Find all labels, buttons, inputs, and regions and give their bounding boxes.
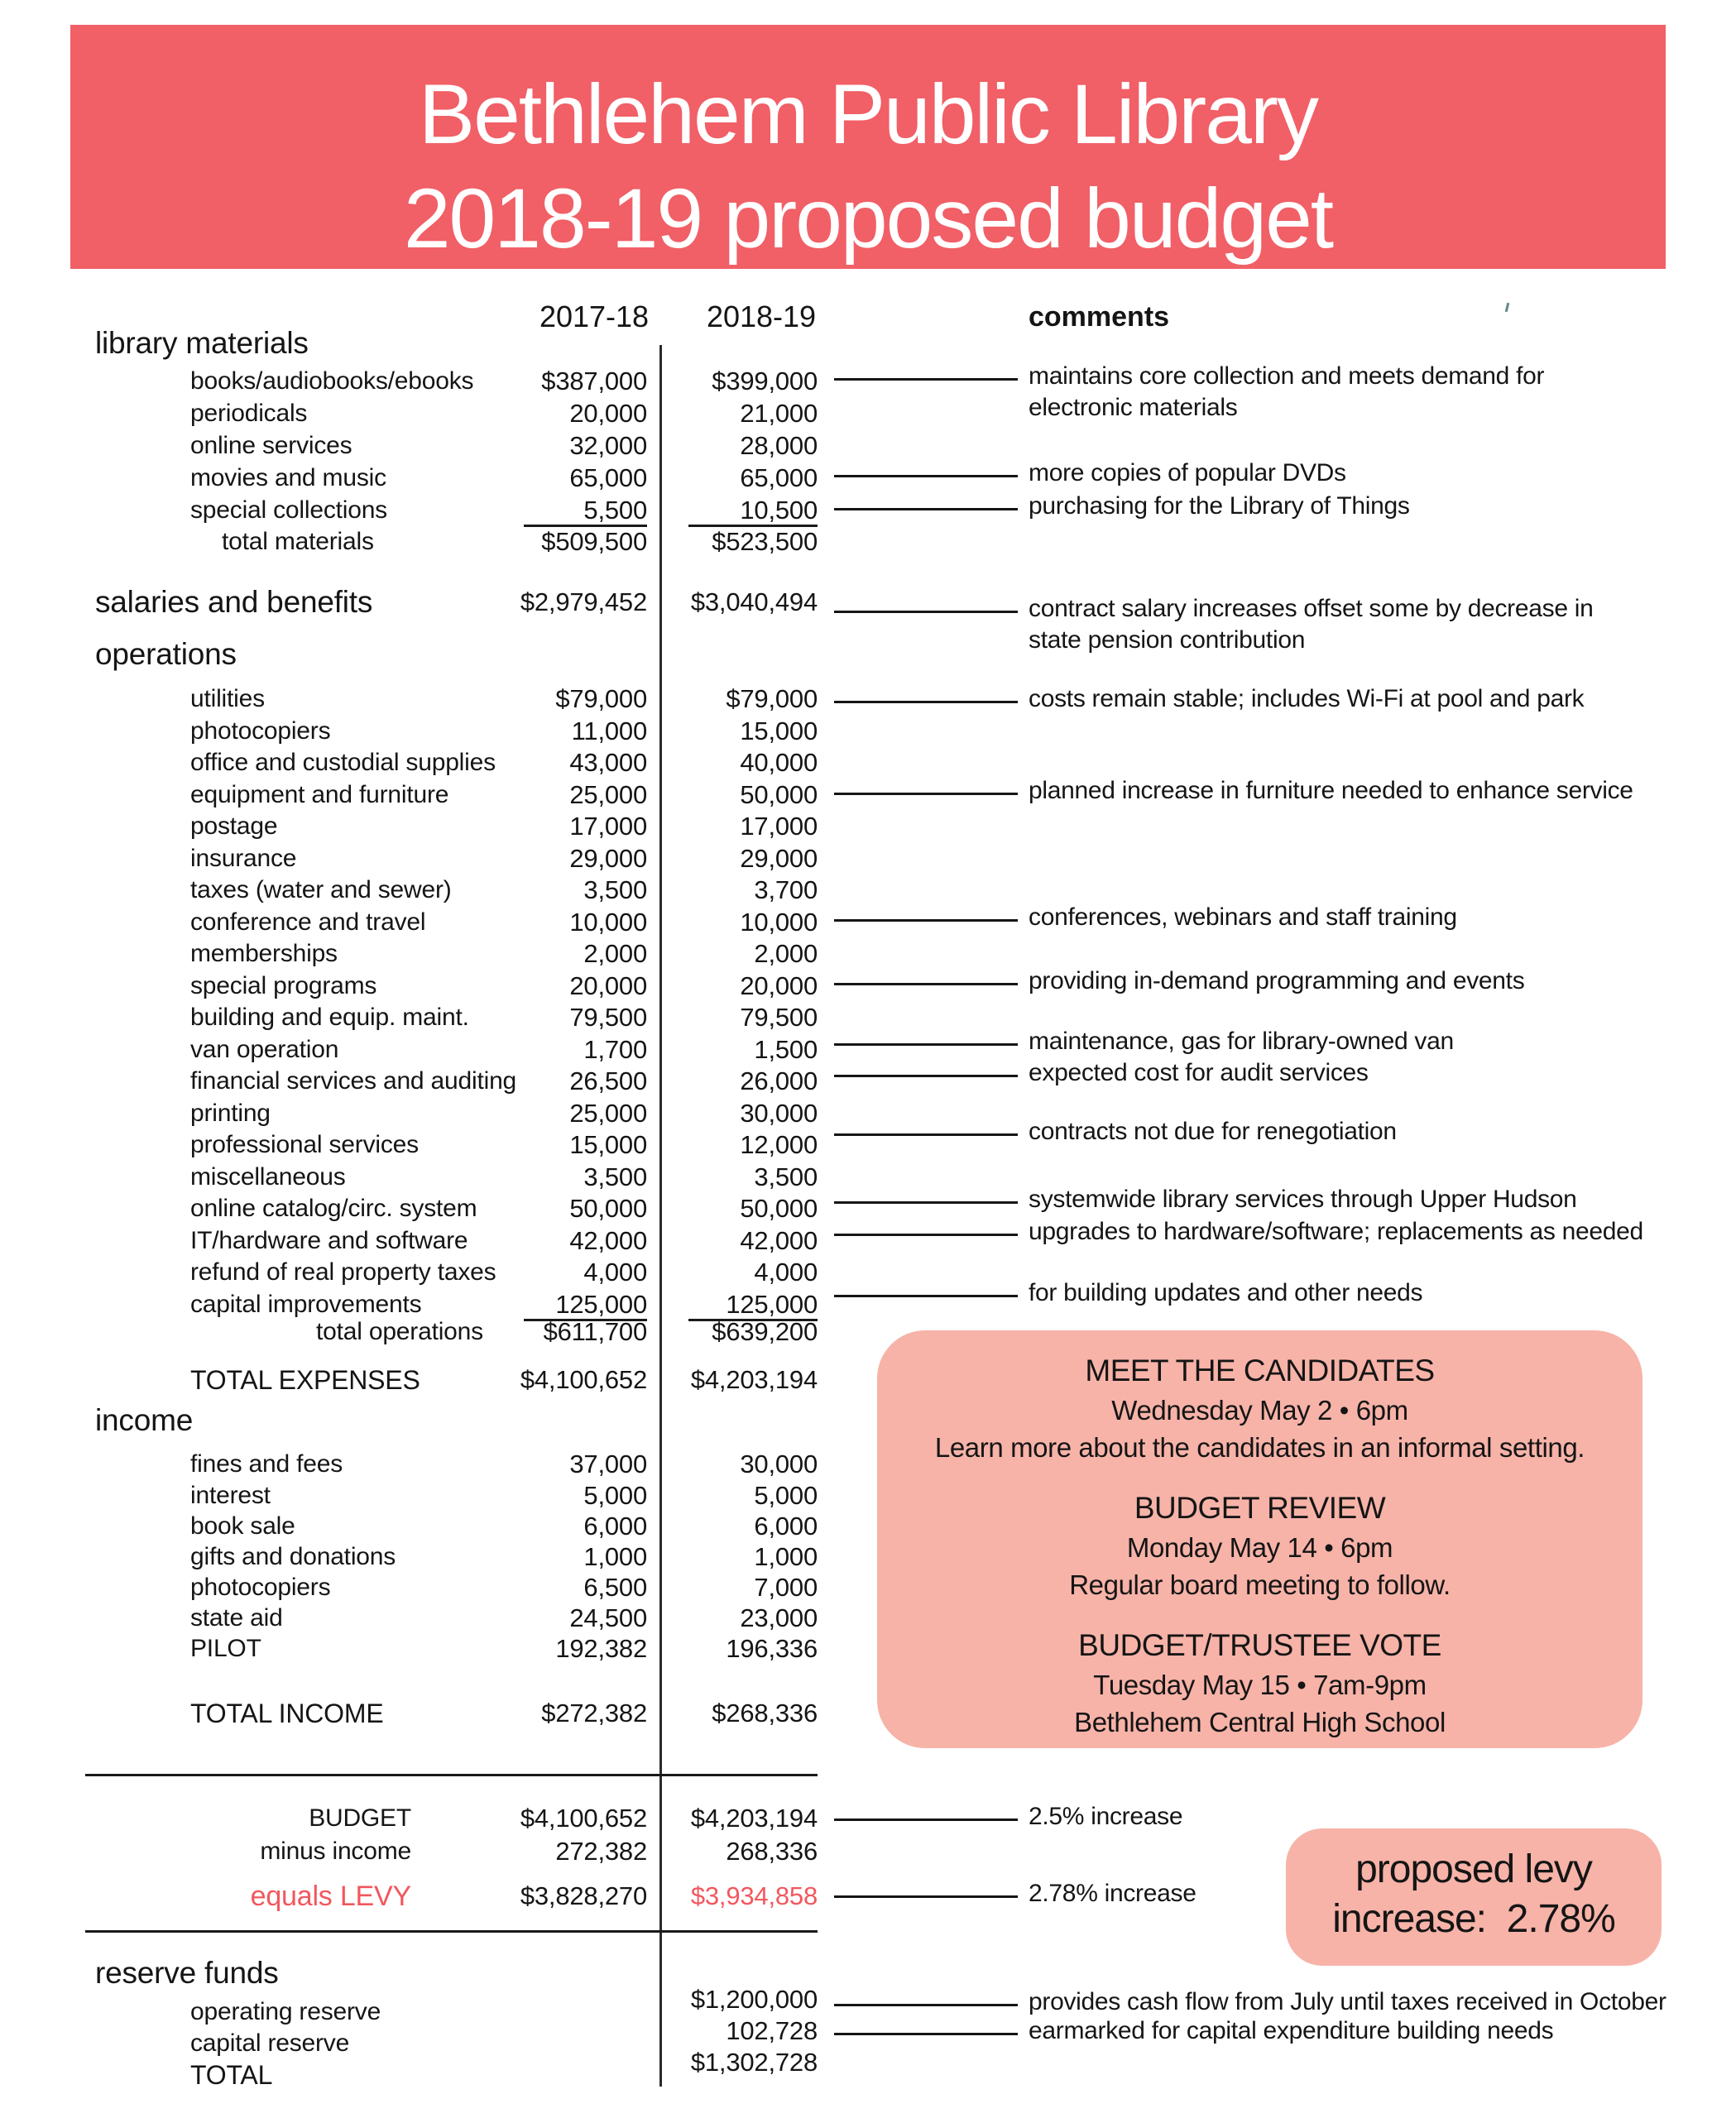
comment-it-hardware-line1: upgrades to hardware/software; replacements as needed <box>1029 1218 1643 1245</box>
value-2017-18-total-expenses: $4,100,652 <box>520 1365 647 1394</box>
value-2018-19-operating-reserve: $1,200,000 <box>690 1985 818 2014</box>
value-2018-19-total-expenses: $4,203,194 <box>690 1365 818 1394</box>
value-2017-18-total-income: $272,382 <box>541 1699 647 1727</box>
leader-line-equipment-furniture <box>834 793 1018 795</box>
label-total-operations: total operations <box>316 1318 483 1345</box>
label-office-supplies: office and custodial supplies <box>190 749 496 776</box>
comment-capital-improvements-line1: for building updates and other needs <box>1029 1279 1423 1306</box>
value-2018-19-fines-fees: 30,000 <box>740 1450 818 1478</box>
page-title-line2: 2018-19 proposed budget <box>403 171 1333 266</box>
value-2017-18-movies-music: 65,000 <box>569 463 647 492</box>
value-2018-19-capital-reserve: 102,728 <box>726 2016 818 2045</box>
comment-salaries-line1: contract salary increases offset some by decrease in <box>1029 595 1594 622</box>
column-divider-line <box>659 345 662 2087</box>
label-fines-fees: fines and fees <box>190 1450 343 1478</box>
column-header-2017-18: 2017-18 <box>539 299 650 333</box>
value-2017-18-online-catalog: 50,000 <box>569 1194 647 1223</box>
value-2018-19-professional-services: 12,000 <box>740 1130 818 1159</box>
value-2017-18-postage: 17,000 <box>569 812 647 841</box>
label-total-expenses: TOTAL EXPENSES <box>190 1365 420 1395</box>
value-2018-19-total-operations: $639,200 <box>712 1317 818 1346</box>
label-total-income: TOTAL INCOME <box>190 1699 384 1728</box>
event-detail-1-2: Learn more about the candidates in an informal setting. <box>934 1432 1585 1463</box>
event-group-1 <box>877 1350 1642 1466</box>
value-2018-19-it-hardware: 42,000 <box>740 1226 818 1255</box>
leader-line-budget <box>834 1819 1018 1821</box>
budget-section-top-rule <box>85 1774 818 1776</box>
value-2017-18-special-collections: 5,500 <box>583 496 647 525</box>
value-2017-18-miscellaneous: 3,500 <box>583 1162 647 1191</box>
value-2017-18-it-hardware: 42,000 <box>569 1226 647 1255</box>
value-2018-19-online-catalog: 50,000 <box>740 1194 818 1223</box>
title-banner <box>70 25 1666 269</box>
event-detail-1-1: Wednesday May 2 • 6pm <box>1111 1395 1408 1426</box>
event-detail-2-1: Monday May 14 • 6pm <box>1126 1532 1393 1563</box>
value-2017-18-fines-fees: 37,000 <box>569 1450 647 1478</box>
budget-section-bottom-rule <box>85 1930 818 1933</box>
comment-special-collections-line1: purchasing for the Library of Things <box>1029 492 1410 520</box>
label-utilities: utilities <box>190 685 265 712</box>
levy-callout-line2: increase: 2.78% <box>1332 1897 1615 1941</box>
label-insurance: insurance <box>190 845 297 872</box>
label-online-catalog: online catalog/circ. system <box>190 1195 477 1222</box>
value-2018-19-salaries: $3,040,494 <box>690 587 818 616</box>
comment-budget-line1: 2.5% increase <box>1029 1803 1183 1830</box>
value-2018-19-equipment-furniture: 50,000 <box>740 780 818 809</box>
label-reserve-funds: reserve funds <box>95 1956 279 1990</box>
label-special-programs: special programs <box>190 972 377 999</box>
value-2018-19-office-supplies: 40,000 <box>740 748 818 777</box>
label-books: books/audiobooks/ebooks <box>190 367 474 395</box>
levy-increase-callout <box>1286 1828 1662 1966</box>
value-2018-19-printing: 30,000 <box>740 1099 818 1128</box>
value-2018-19-budget: $4,203,194 <box>690 1804 818 1833</box>
page-title-line1: Bethlehem Public Library <box>419 67 1317 161</box>
value-2018-19-photocopiers: 15,000 <box>740 716 818 745</box>
value-2017-18-equipment-furniture: 25,000 <box>569 780 647 809</box>
value-2017-18-printing: 25,000 <box>569 1099 647 1128</box>
event-title-1: MEET THE CANDIDATES <box>1085 1354 1435 1387</box>
label-interest: interest <box>190 1482 271 1509</box>
value-2017-18-minus-income: 272,382 <box>555 1837 647 1866</box>
leader-line-it-hardware <box>834 1234 1018 1236</box>
leader-line-special-collections <box>834 508 1018 510</box>
value-2017-18-insurance: 29,000 <box>569 844 647 873</box>
leader-line-online-catalog <box>834 1201 1018 1204</box>
label-periodicals: periodicals <box>190 400 308 427</box>
value-2017-18-interest: 5,000 <box>583 1481 647 1510</box>
value-2018-19-financial-services: 26,000 <box>740 1066 818 1095</box>
scan-artifact-mark <box>1505 303 1510 312</box>
label-income: income <box>95 1403 194 1437</box>
label-refund-taxes: refund of real property taxes <box>190 1258 496 1286</box>
column-header-2018-19: 2018-19 <box>706 299 817 333</box>
value-2018-19-insurance: 29,000 <box>740 844 818 873</box>
comment-capital-reserve-line1: earmarked for capital expenditure building needs <box>1029 2017 1554 2044</box>
comment-salaries-line2: state pension contribution <box>1029 626 1306 654</box>
value-2018-19-special-collections: 10,500 <box>740 496 818 525</box>
value-2017-18-building-maint: 79,500 <box>569 1003 647 1032</box>
leader-line-equals-levy <box>834 1895 1018 1898</box>
value-2017-18-equals-levy: $3,828,270 <box>520 1881 647 1910</box>
value-2017-18-pilot: 192,382 <box>555 1634 647 1663</box>
label-financial-services: financial services and auditing <box>190 1067 517 1095</box>
value-2018-19-total-materials: $523,500 <box>712 527 818 556</box>
value-2017-18-taxes: 3,500 <box>583 875 647 904</box>
value-2018-19-van-operation: 1,500 <box>754 1035 818 1064</box>
label-taxes: taxes (water and sewer) <box>190 876 452 903</box>
leader-line-professional-services <box>834 1133 1018 1136</box>
value-2017-18-professional-services: 15,000 <box>569 1130 647 1159</box>
events-panel <box>877 1330 1642 1748</box>
value-2017-18-salaries: $2,979,452 <box>520 587 647 616</box>
label-capital-improvements: capital improvements <box>190 1291 422 1318</box>
value-2018-19-book-sale: 6,000 <box>754 1512 818 1541</box>
label-photocopiers: photocopiers <box>190 717 331 745</box>
value-2017-18-gifts-donations: 1,000 <box>583 1542 647 1571</box>
comment-books-line2: electronic materials <box>1029 394 1238 421</box>
value-2017-18-financial-services: 26,500 <box>569 1066 647 1095</box>
comments-column-header: comments <box>1029 301 1170 333</box>
label-equipment-furniture: equipment and furniture <box>190 781 449 808</box>
value-2017-18-special-programs: 20,000 <box>569 971 647 1000</box>
value-2017-18-total-operations: $611,700 <box>543 1317 647 1346</box>
value-2018-19-conference-travel: 10,000 <box>740 908 818 937</box>
comment-utilities-line1: costs remain stable; includes Wi-Fi at pool and park <box>1029 685 1585 712</box>
leader-line-capital-reserve <box>834 2033 1018 2035</box>
event-detail-3-2: Bethlehem Central High School <box>1074 1707 1446 1737</box>
value-2017-18-utilities: $79,000 <box>555 684 647 713</box>
comment-equals-levy-line1: 2.78% increase <box>1029 1880 1196 1907</box>
label-van-operation: van operation <box>190 1036 339 1063</box>
event-detail-2-2: Regular board meeting to follow. <box>1069 1569 1451 1600</box>
value-2018-19-equals-levy: $3,934,858 <box>690 1881 818 1910</box>
label-miscellaneous: miscellaneous <box>190 1163 346 1191</box>
value-2017-18-capital-improvements: 125,000 <box>555 1290 647 1319</box>
comment-special-programs-line1: providing in-demand programming and events <box>1029 967 1525 994</box>
label-conference-travel: conference and travel <box>190 908 426 936</box>
label-it-hardware: IT/hardware and software <box>190 1227 468 1254</box>
value-2018-19-interest: 5,000 <box>754 1481 818 1510</box>
comment-movies-music-line1: more copies of popular DVDs <box>1029 459 1346 486</box>
event-group-2 <box>877 1488 1642 1603</box>
value-2017-18-memberships: 2,000 <box>583 939 647 968</box>
value-2017-18-total-materials: $509,500 <box>541 527 647 556</box>
label-budget: BUDGET <box>309 1804 411 1832</box>
label-gifts-donations: gifts and donations <box>190 1543 396 1570</box>
leader-line-books <box>834 378 1018 381</box>
value-2017-18-refund-taxes: 4,000 <box>583 1258 647 1287</box>
value-2018-19-online-services: 28,000 <box>740 431 818 460</box>
label-building-maint: building and equip. maint. <box>190 1004 469 1031</box>
leader-line-financial-services <box>834 1075 1018 1077</box>
value-2018-19-taxes: 3,700 <box>754 875 818 904</box>
leader-line-special-programs <box>834 983 1018 985</box>
label-memberships: memberships <box>190 940 338 967</box>
label-online-services: online services <box>190 432 352 459</box>
label-special-collections: special collections <box>190 496 387 524</box>
value-2018-19-memberships: 2,000 <box>754 939 818 968</box>
value-2018-19-building-maint: 79,500 <box>740 1003 818 1032</box>
value-2017-18-photocopiers-income: 6,500 <box>583 1573 647 1602</box>
label-pilot: PILOT <box>190 1635 261 1662</box>
leader-line-conference-travel <box>834 919 1018 922</box>
value-2017-18-book-sale: 6,000 <box>583 1512 647 1541</box>
value-2018-19-pilot: 196,336 <box>726 1634 818 1663</box>
value-2018-19-special-programs: 20,000 <box>740 971 818 1000</box>
label-lib-materials: library materials <box>95 326 309 360</box>
label-equals-levy: equals LEVY <box>250 1881 411 1912</box>
comment-equipment-furniture-line1: planned increase in furniture needed to enhance service <box>1029 777 1633 804</box>
value-2018-19-photocopiers-income: 7,000 <box>754 1573 818 1602</box>
value-2018-19-minus-income: 268,336 <box>726 1837 818 1866</box>
value-2018-19-refund-taxes: 4,000 <box>754 1258 818 1287</box>
value-2018-19-state-aid: 23,000 <box>740 1603 818 1632</box>
leader-line-movies-music <box>834 475 1018 477</box>
label-photocopiers-income: photocopiers <box>190 1574 331 1601</box>
label-book-sale: book sale <box>190 1512 295 1540</box>
event-detail-3-1: Tuesday May 15 • 7am-9pm <box>1093 1670 1427 1700</box>
leader-line-operating-reserve <box>834 2004 1018 2006</box>
value-2017-18-budget: $4,100,652 <box>520 1804 647 1833</box>
label-professional-services: professional services <box>190 1131 419 1158</box>
value-2017-18-photocopiers: 11,000 <box>571 716 647 745</box>
value-2018-19-total-income: $268,336 <box>712 1699 818 1727</box>
label-operations: operations <box>95 637 237 671</box>
label-minus-income: minus income <box>260 1838 411 1865</box>
label-postage: postage <box>190 812 278 840</box>
event-title-2: BUDGET REVIEW <box>1134 1491 1386 1525</box>
comment-financial-services-line1: expected cost for audit services <box>1029 1059 1369 1086</box>
value-2017-18-periodicals: 20,000 <box>569 399 647 428</box>
leader-line-utilities <box>834 701 1018 703</box>
value-2018-19-gifts-donations: 1,000 <box>754 1542 818 1571</box>
event-group-3 <box>877 1625 1642 1741</box>
event-title-3: BUDGET/TRUSTEE VOTE <box>1078 1628 1441 1662</box>
value-2017-18-van-operation: 1,700 <box>583 1035 647 1064</box>
value-2018-19-postage: 17,000 <box>740 812 818 841</box>
value-2017-18-office-supplies: 43,000 <box>569 748 647 777</box>
value-2018-19-reserve-total: $1,302,728 <box>690 2048 818 2077</box>
label-state-aid: state aid <box>190 1604 283 1632</box>
comment-operating-reserve-line1: provides cash flow from July until taxes received in October <box>1029 1988 1666 2015</box>
value-2018-19-miscellaneous: 3,500 <box>754 1162 818 1191</box>
value-2018-19-periodicals: 21,000 <box>740 399 818 428</box>
levy-callout-line1: proposed levy <box>1355 1847 1592 1891</box>
value-2017-18-conference-travel: 10,000 <box>569 908 647 937</box>
value-2017-18-state-aid: 24,500 <box>569 1603 647 1632</box>
leader-line-capital-improvements <box>834 1295 1018 1297</box>
leader-line-van-operation <box>834 1043 1018 1046</box>
value-2018-19-movies-music: 65,000 <box>740 463 818 492</box>
comment-professional-services-line1: contracts not due for renegotiation <box>1029 1118 1397 1145</box>
value-2018-19-utilities: $79,000 <box>726 684 818 713</box>
label-reserve-total: TOTAL <box>190 2060 273 2090</box>
value-2018-19-books: $399,000 <box>712 367 818 395</box>
value-2017-18-books: $387,000 <box>541 367 647 395</box>
label-movies-music: movies and music <box>190 464 386 491</box>
comment-books-line1: maintains core collection and meets demand for <box>1029 362 1545 390</box>
comment-conference-travel-line1: conferences, webinars and staff training <box>1029 903 1457 931</box>
comment-online-catalog-line1: systemwide library services through Upper Hudson <box>1029 1186 1577 1213</box>
value-2017-18-online-services: 32,000 <box>569 431 647 460</box>
value-2018-19-capital-improvements: 125,000 <box>726 1290 818 1319</box>
leader-line-salaries <box>834 611 1018 613</box>
comment-van-operation-line1: maintenance, gas for library-owned van <box>1029 1028 1454 1055</box>
label-total-materials: total materials <box>222 528 374 555</box>
label-salaries: salaries and benefits <box>95 585 373 619</box>
label-capital-reserve: capital reserve <box>190 2029 350 2057</box>
label-operating-reserve: operating reserve <box>190 1998 381 2025</box>
label-printing: printing <box>190 1100 271 1127</box>
